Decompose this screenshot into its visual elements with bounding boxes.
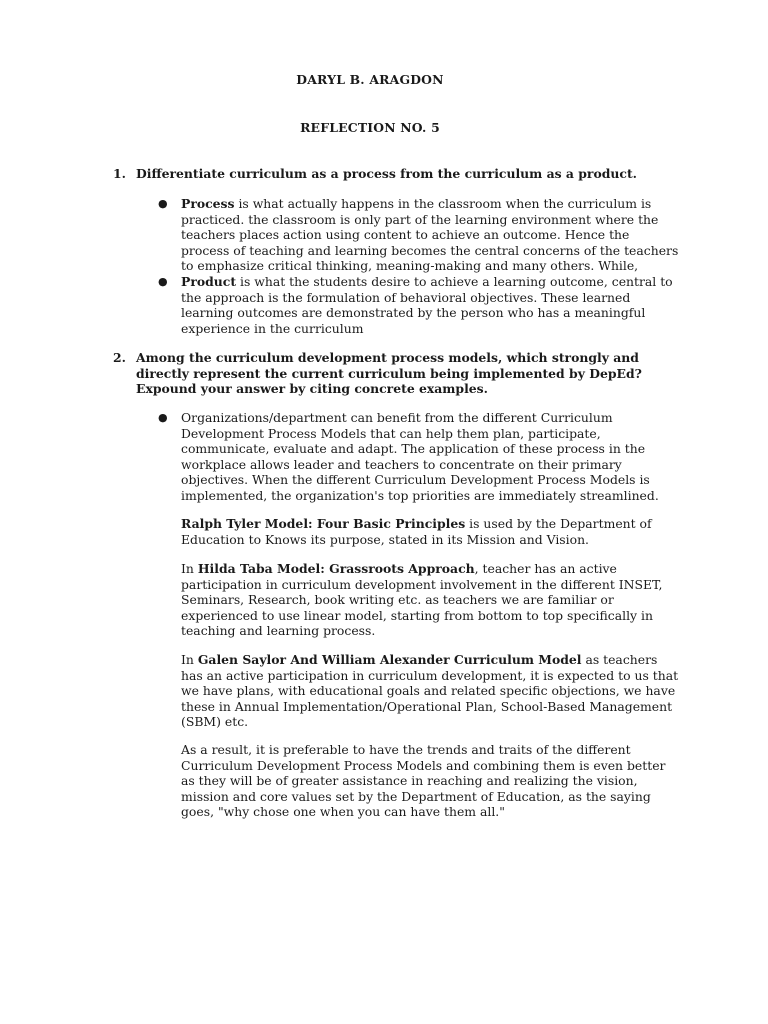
- question-2-instruction: Expound your answer by citing concrete examples.: [136, 381, 488, 397]
- question-2: [113, 350, 673, 397]
- question-2-bullets: [155, 410, 680, 504]
- bullet-icon: ●: [158, 411, 168, 424]
- question-2-number: 2.: [113, 350, 126, 365]
- bullet-icon: ●: [158, 197, 168, 210]
- product-term: Product: [181, 273, 237, 289]
- author-name: DARYL B. ARAGDON: [296, 72, 444, 87]
- question-1: [113, 166, 673, 182]
- product-definition: is what the students desire to achieve a learning outcome, central to the approach is the formulation of behavioral objectives. These learned learning outcomes are demonstrated by the person who has a meaningful experience in the curriculum: [181, 273, 673, 336]
- reflection-title: REFLECTION NO. 5: [300, 120, 440, 135]
- list-item: [155, 196, 680, 274]
- bullet-icon: ●: [158, 274, 168, 288]
- question-1-number: 1.: [113, 166, 126, 181]
- taba-prefix: In: [181, 561, 198, 576]
- saylor-paragraph: [181, 652, 681, 730]
- organizations-paragraph: Organizations/department can benefit from the different Curriculum Development Process Models that can help them plan, participate, communicate, evaluate and adapt. The application of these process in the workplace allows leader and teachers to concentrate on their primary objectives. When the different Curriculum Development Process Models is implemented, the organization's top priorities are immediately streamlined.: [181, 410, 659, 503]
- question-1-bullets: [155, 196, 680, 336]
- process-definition: is what actually happens in the classroom when the curriculum is practiced. the classroom is only part of the learning environment where the teachers places action using content to achieve an outcome. Hence the process of teaching and learning becomes the central concerns of the teachers to emphasize critical thinking, meaning-making and many others. While,: [181, 196, 679, 274]
- taba-text: , teacher has an active participation in curriculum development involvement in the different INSET, Seminars, Research, book writing etc. as teachers we are familiar or experienced to use linear model, starting from bottom to top specifically in teaching and learning process.: [181, 561, 663, 639]
- tyler-text: is used by the Department of Education to Knows its purpose, stated in its Mission and Vision.: [181, 516, 652, 547]
- saylor-prefix: In: [181, 652, 198, 667]
- tyler-paragraph: [181, 516, 681, 547]
- list-item: [155, 410, 680, 504]
- saylor-text: as teachers has an active participation in curriculum development, it is expected to us that we have plans, with educational goals and related specific objections, we have these in Annual Implementation/Operational Plan, School-Based Management (SBM) etc.: [181, 652, 679, 730]
- question-2-text: Among the curriculum development process models, which strongly and directly represent the current curriculum being implemented by DepEd?: [136, 350, 642, 381]
- list-item: [155, 274, 680, 336]
- tyler-model-name: Ralph Tyler Model: Four Basic Principles: [181, 516, 466, 531]
- saylor-model-name: Galen Saylor And William Alexander Curriculum Model: [197, 652, 582, 667]
- taba-paragraph: [181, 561, 681, 639]
- taba-model-name: Hilda Taba Model: Grassroots Approach: [197, 561, 475, 576]
- conclusion-paragraph: As a result, it is preferable to have the trends and traits of the different Curriculum Development Process Models and combining them is even better as they will be of greater assistance in reaching and realizing the vision, mission and core values set by the Department of Education, as the saying goes, "why chose one when you can have them all.": [181, 742, 666, 820]
- process-term: Process: [181, 196, 235, 211]
- question-1-text: Differentiate curriculum as a process from the curriculum as a product.: [136, 166, 637, 181]
